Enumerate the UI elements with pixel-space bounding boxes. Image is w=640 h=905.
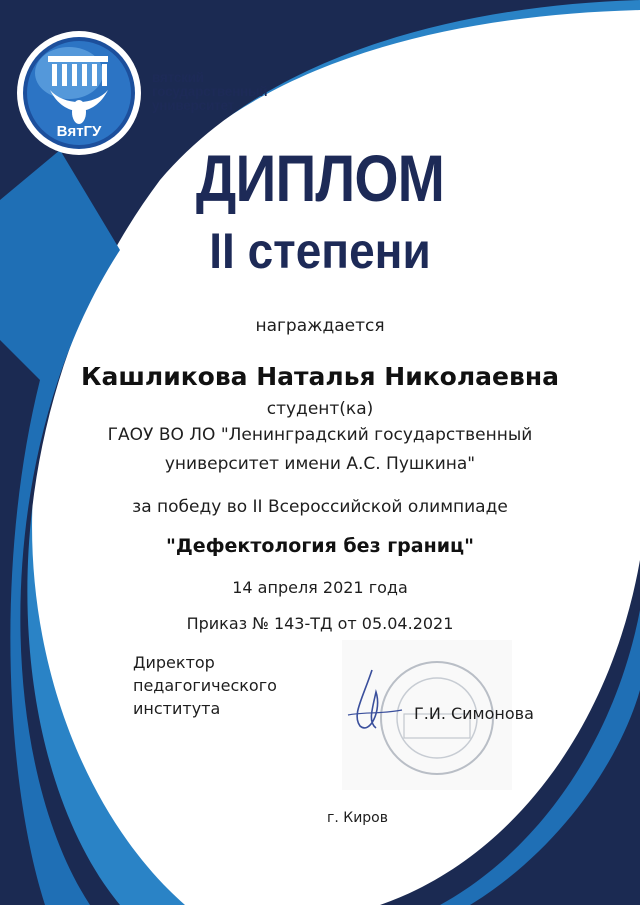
city: г. Киров (327, 810, 388, 826)
diploma-title: ДИПЛОМ (195, 141, 445, 215)
olympiad-name: "Дефектология без границ" (165, 535, 474, 557)
award-reason: за победу во II Всероссийской олимпиаде (132, 497, 508, 517)
recipient-name: Кашликова Наталья Николаевна (81, 362, 559, 391)
award-date: 14 апреля 2021 года (232, 578, 408, 597)
organization-line-1: ГАОУ ВО ЛО "Ленинградский государственный (107, 425, 533, 445)
university-name (152, 71, 302, 113)
university-line-1: вятский (152, 70, 204, 85)
diploma-degree: II степени (209, 223, 431, 279)
signatory-role (133, 651, 277, 720)
order-reference: Приказ № 143-ТД от 05.04.2021 (186, 614, 454, 633)
awarded-label: награждается (255, 316, 385, 336)
signatory-name: Г.И. Симонова (414, 704, 534, 723)
recipient-status: студент(ка) (266, 399, 374, 419)
vyatgu-logo-icon (14, 28, 144, 158)
university-line-3: университет (152, 98, 234, 113)
signatory-role-line-2: педагогического (133, 676, 277, 695)
logo-text: ВятГУ (56, 123, 102, 140)
signatory-role-line-1: Директор (133, 653, 215, 672)
organization-line-2: университет имени А.С. Пушкина" (164, 454, 476, 474)
signatory-role-line-3: института (133, 699, 221, 718)
university-line-2: государственный (152, 84, 268, 99)
